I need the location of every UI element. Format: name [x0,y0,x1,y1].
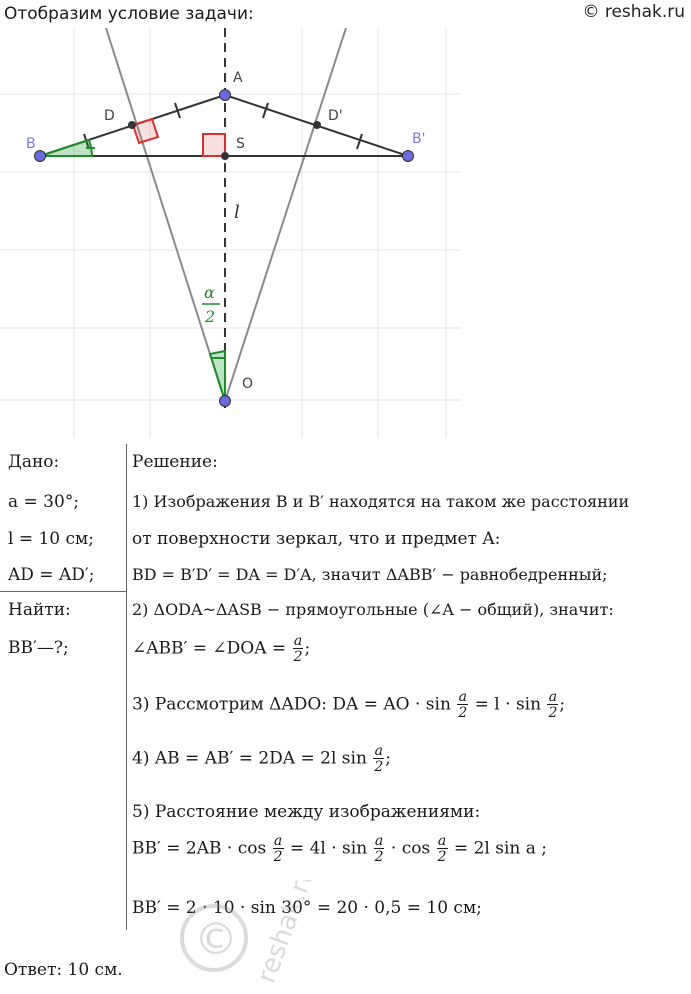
solution-line-6: 3) Рассмотрим ΔADO: DA = AO · sin $\frac{a}{2}$ = l · sin $\frac{a}{2}$ ; [132,689,566,721]
solution-line-10: BB′ = 2 · 10 · sin 30° = 20 · 0,5 = 10 см; [132,898,482,918]
svg-text:©: © [194,914,238,965]
point-label-s: S [236,136,245,152]
fraction: $\frac{a}{2}$ [293,633,303,665]
solution-line-5: ∠ABB′ = ∠DOA = $\frac{a}{2}$ ; [132,633,311,665]
fraction: $\frac{a}{2}$ [374,743,384,775]
fraction: $\frac{a}{2}$ [437,833,447,865]
fraction: $\frac{a}{2}$ [374,833,384,865]
solution-line-2: от поверхности зеркал, что и предмет A: [132,529,501,549]
point-label-o: O [242,376,254,392]
line-label-l: l [234,202,240,223]
svg-text:α: α [204,283,215,302]
point-label-d: D [104,108,115,124]
given-title: Дано: [8,452,60,472]
angle-label [202,283,220,326]
point-label-a: A [233,70,243,86]
solution-line-8: 5) Расстояние между изображениями: [132,802,481,822]
grid [0,28,460,438]
page-title: Отобразим условие задачи: [4,4,254,24]
given-item-l: l = 10 см; [8,529,94,549]
table-horizontal-divider [0,591,126,592]
answer: Ответ: 10 см. [4,960,123,980]
solution-line-7: 4) AB = AB′ = 2DA = 2l sin $\frac{a}{2}$ ; [132,743,391,775]
solution-line-4: 2) ΔODA~ΔASB − прямоугольные (∠A − общий), значит: [132,600,614,619]
angle-marks [40,140,225,401]
point-label-b-prime: B' [412,131,426,147]
find-title: Найти: [8,600,71,620]
geometry-diagram [0,28,460,438]
mirror-left-line [106,28,225,401]
svg-text:2: 2 [205,307,216,326]
mirror-right-line [225,28,346,401]
find-item: BB′—?; [8,638,69,658]
given-item-ad: AD = AD′; [8,565,95,585]
site-watermark: © reshak.ru [582,2,685,22]
solution-title: Решение: [132,452,218,472]
fraction: $\frac{a}{2}$ [548,689,558,721]
point-label-b: B [26,136,36,152]
solution-line-3: BD = B′D′ = DA = D′A, значит ΔABB′ − равнобедренный; [132,565,608,584]
given-item-alpha: a = 30°; [8,492,80,512]
right-angle-marks [133,119,225,156]
solution-line-9: BB′ = 2AB · cos $\frac{a}{2}$ = 4l · sin $\frac{a}{2}$ · cos $\frac{a}{2}$ = 2l sin a ; [132,833,548,865]
table-vertical-divider [126,444,127,930]
watermark-logo [176,880,346,994]
svg-text:reshak.ru: reshak.ru [251,880,322,988]
fraction: $\frac{a}{2}$ [273,833,283,865]
fraction: $\frac{a}{2}$ [458,689,468,721]
point-label-d-prime: D' [328,108,343,124]
solution-line-1: 1) Изображения B и B′ находятся на таком же расстоянии [132,492,630,511]
